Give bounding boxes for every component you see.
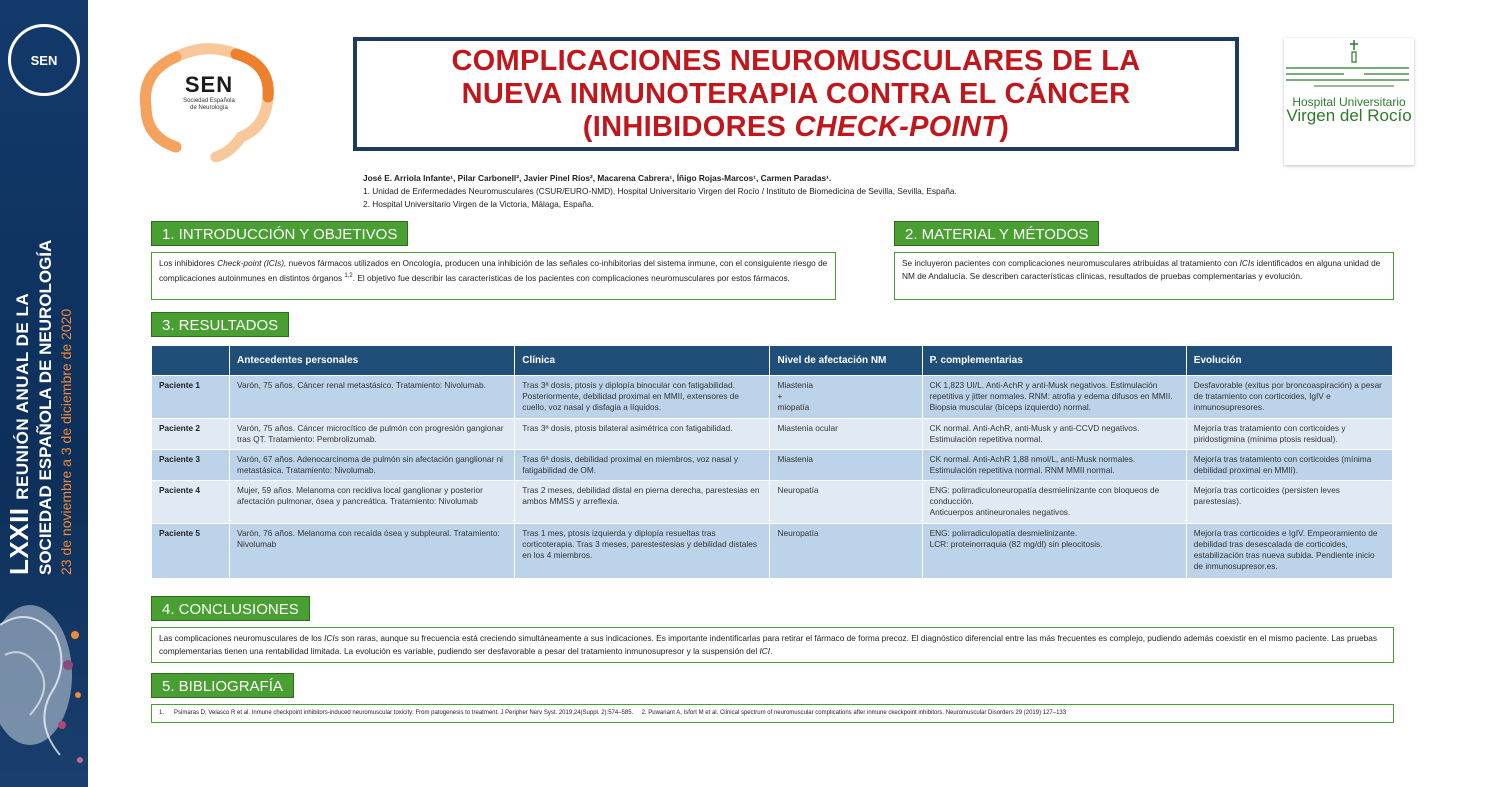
col-header-clinica: Clínica xyxy=(515,346,769,375)
cell-antecedentes: Varón, 75 años. Cáncer renal metastásico. Tratamiento: Nivolumab. xyxy=(230,376,514,418)
affiliation-2: 2. Hospital Universitario Virgen de la Victoria, Málaga, España. xyxy=(363,199,594,209)
cell-pruebas: CK normal. Anti-AchR, anti-Musk y anti-CCVD negativos. Estimulación repetitiva normal. xyxy=(923,419,1186,449)
sen-logo-sub1: Sociedad Española xyxy=(183,98,235,104)
cell-evolucion: Mejoría tras corticoides (persisten leves parestesias). xyxy=(1187,481,1392,523)
event-edition: LXXII xyxy=(4,507,34,575)
results-header: 3. RESULTADOS xyxy=(151,312,289,337)
hospital-name-line1: Hospital Universitario xyxy=(1292,95,1406,109)
hospital-name-line2: Virgen del Rocío xyxy=(1286,106,1412,125)
conclusions-text: Las complicaciones neuromusculares de los ICIs son raras, aunque su frecuencia está creciendo simultáneamente a sus indicaciones. Es importante indentificarlas para retirar el fármaco de forma precoz. El diagnóstico diferencial entre las más frecuentes es complejo, pudiendo además coexistir en el mismo paciente. Las pruebas complementarias tienen una rentabilidad limitada. La evolución es variable, pudiendo ser desfavorable a pesar del tratamiento inmunosupresor y la suspensión del ICI. xyxy=(151,627,1394,663)
intro-header: 1. INTRODUCCIÓN Y OBJETIVOS xyxy=(151,221,408,246)
cell-clinica: Tras 1 mes, ptosis izquierda y diplopía resueltas tras corticoterapia. Tras 3 meses, parestestesias y debilidad distales en los 4 miembros. xyxy=(515,524,769,578)
results-table xyxy=(151,345,1393,579)
cell-nivel: Neuropatía xyxy=(770,481,921,523)
cell-nivel: Miastenia xyxy=(770,450,921,480)
table-row xyxy=(152,419,1392,449)
patient-label: Paciente 4 xyxy=(152,481,229,523)
authors-block xyxy=(363,172,957,211)
cell-antecedentes: Mujer, 59 años. Melanoma con recidiva local ganglionar y posterior afectación pulmonar, ósea y pancreática. Tratamiento: Nivolumab xyxy=(230,481,514,523)
sen-logo-sub2: de Neurología xyxy=(190,105,228,111)
affiliation-1: 1. Unidad de Enfermedades Neuromusculares (CSUR/EURO-NMD), Hospital Universitario Virgen del Rocío / Instituto de Biomedicina de Sevilla, Sevilla, España. xyxy=(363,186,957,196)
sen-circle-logo: SEN xyxy=(8,24,80,96)
intro-text: Los inhibidores Check-point (ICIs), nuevos fármacos utilizados en Oncología, producen una inhibición de las señales co-inhibitorias del sistema inmune, con el consiguiente riesgo de complicaciones autoinmunes en distintos órganos $^{1,2}$. El objetivo fue describir las características de los pacientes con complicaciones neuromusculares por estos fármacos. xyxy=(151,252,836,300)
poster-title: COMPLICACIONES NEUROMUSCULARES DE LA NUEVA INMUNOTERAPIA CONTRA EL CÁNCER (INHIBIDORES CHECK-POINT) xyxy=(451,44,1141,143)
patient-label: Paciente 5 xyxy=(152,524,229,578)
col-header-patient xyxy=(152,346,229,375)
author-names: José E. Arriola Infante¹, Pilar Carbonell², Javier Pinel Ríos², Macarena Cabrera¹, Íñigo Rojas-Marcos¹, Carmen Paradas¹. xyxy=(363,173,832,183)
patient-label: Paciente 3 xyxy=(152,450,229,480)
table-row xyxy=(152,524,1392,578)
col-header-nivel: Nivel de afectación NM xyxy=(770,346,921,375)
col-header-evolucion: Evolución xyxy=(1187,346,1392,375)
hospital-logo xyxy=(1284,38,1414,165)
cell-evolucion: Mejoría tras corticoides e IgIV. Empeoramiento de debilidad tras desescalada de corticoides, estabilización tras nueva subida. Pendiente inicio de inmunosupresor.es. xyxy=(1187,524,1392,578)
cell-nivel: Neuropatía xyxy=(770,524,921,578)
cell-pruebas: CK 1,823 UI/L. Anti-AchR y anti-Musk negativos. Estimulación repetitiva y jitter normales. RNM: atrofia y edema difusos en MMII. Biopsia muscular (bíceps izquierdo) normal. xyxy=(923,376,1186,418)
cell-clinica: Tras 3ª dosis, ptosis y diplopía binocular con fatigabilidad. Posteriormente, debilidad proximal en MMII, extensores de cuello, voz nasal y disfagia a líquidos. xyxy=(515,376,769,418)
col-header-antecedentes: Antecedentes personales xyxy=(230,346,514,375)
table-header-row xyxy=(152,346,1392,375)
event-name-2: SOCIEDAD ESPAÑOLA DE NEUROLOGÍA xyxy=(36,239,55,575)
table-row xyxy=(152,481,1392,523)
table-row xyxy=(152,450,1392,480)
sen-logo xyxy=(136,42,282,162)
event-dates: 23 de noviembre a 3 de diciembre de 2020 xyxy=(58,308,74,575)
patient-label: Paciente 2 xyxy=(152,419,229,449)
cell-antecedentes: Varón, 75 años. Cáncer microcítico de pulmón con progresión gangionar tras QT. Tratamiento: Pembrolizumab. xyxy=(230,419,514,449)
cell-pruebas: ENG: polirradiculopatía desmielinizante. LCR: proteinorraquia (82 mg/dl) sin pleocitosis. xyxy=(923,524,1186,578)
cell-pruebas: CK normal. Anti-AchR 1,88 nmol/L, anti-Musk normales. Estimulación repetitiva normal. RNM MMII normal. xyxy=(923,450,1186,480)
cell-pruebas: ENG: polirradiculoneuropatía desmielinizante con bloqueos de conducción. Anticuerpos antineuronales negativos. xyxy=(923,481,1186,523)
cell-clinica: Tras 6ª dosis, debilidad proximal en miembros, voz nasal y fatigabilidad de OM. xyxy=(515,450,769,480)
cell-antecedentes: Varón, 76 años. Melanoma con recaída ósea y subpleural. Tratamiento: Nivolumab xyxy=(230,524,514,578)
brain-illustration-icon xyxy=(0,595,88,787)
event-name-1: REUNIÓN ANUAL DE LA xyxy=(13,292,32,500)
cell-evolucion: Desfavorable (exitus por broncoaspiración) a pesar de tratamiento con corticoides, IgIV e inmunosupresores. xyxy=(1187,376,1392,418)
conclusions-header: 4. CONCLUSIONES xyxy=(151,596,310,621)
cell-antecedentes: Varón, 67 años. Adenocarcinoma de pulmón sin afectación ganglionar ni metastásica. Tratamiento: Nivolumab. xyxy=(230,450,514,480)
bibliography-header: 5. BIBLIOGRAFÍA xyxy=(151,673,294,698)
patient-label: Paciente 1 xyxy=(152,376,229,418)
sen-logo-name: SEN xyxy=(184,72,234,97)
cell-evolucion: Mejoría tras tratamiento con corticoides y piridostigmina (mínima ptosis residual). xyxy=(1187,419,1392,449)
methods-text: Se incluyeron pacientes con complicaciones neuromusculares atribuidas al tratamiento con ICIs identificados en alguna unidad de NM de Andalucía. Se describen características clínicas, resultados de pruebas complementarias y evolución. xyxy=(894,252,1394,300)
event-banner xyxy=(0,0,88,787)
event-title xyxy=(6,240,76,575)
poster-title-box xyxy=(353,37,1239,151)
table-row xyxy=(152,376,1392,418)
cell-nivel: Miastenia ocular xyxy=(770,419,921,449)
cell-clinica: Tras 2 meses, debilidad distal en pierna derecha, parestesias en ambos MMSS y arreflexia. xyxy=(515,481,769,523)
cell-clinica: Tras 3ª dosis, ptosis bilateral asimétrica con fatigabilidad. xyxy=(515,419,769,449)
hospital-building-icon xyxy=(1284,38,1414,98)
methods-header: 2. MATERIAL Y MÉTODOS xyxy=(894,221,1099,246)
cell-evolucion: Mejoría tras tratamiento con corticoides (mínima debilidad proximal en MMII). xyxy=(1187,450,1392,480)
col-header-pruebas: P. complementarias xyxy=(923,346,1186,375)
bibliography-text: 1. Psimaras D, Velasco R et al. Inmune checkpoint inhibitors-induced neuromuscular toxicity: From patogenesis to treatment. J Peripher Nerv Syst. 2019;24(Suppl. 2):574–585. 2. Puwanant A, Isfort M et al. Clinical spectrum of neuromuscular complications after inmune ckeckpoint inhibitors. Neuromuscular Disorders 29 (2019) 127–133 xyxy=(151,704,1394,723)
cell-nivel: Miastenia + miopatía xyxy=(770,376,921,418)
